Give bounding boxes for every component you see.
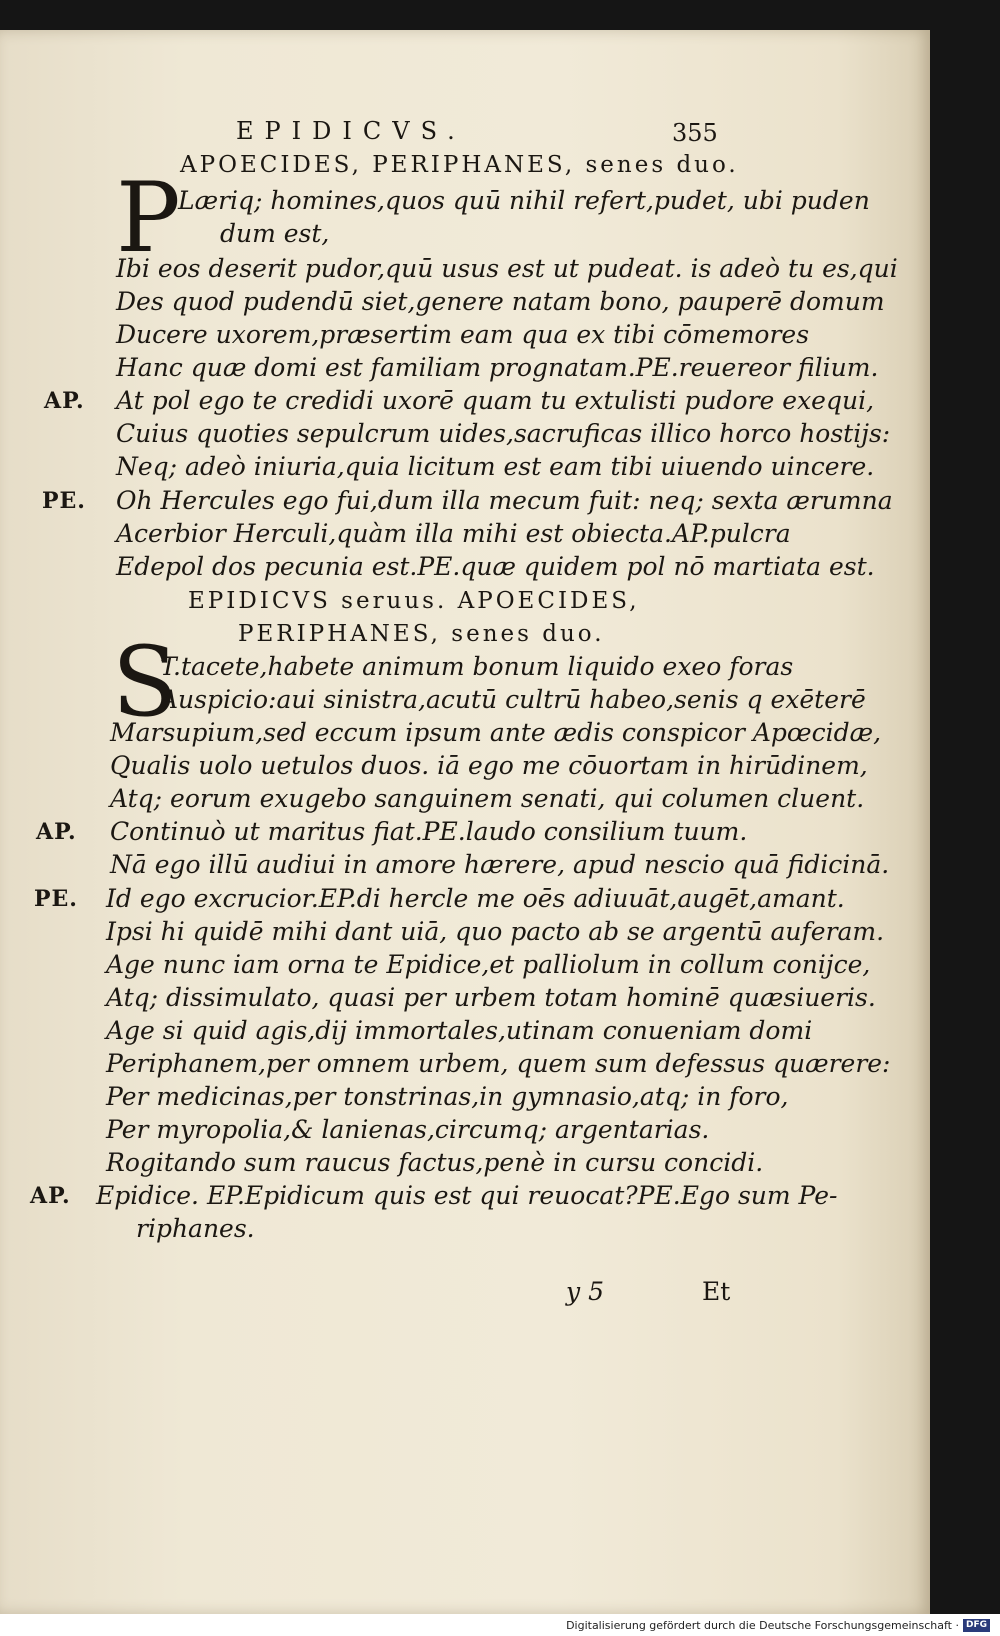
text-line: Des quod pudendū siet,genere natam bono, pauperē domum [116, 287, 885, 316]
text-line: Per myropolia,& lanienas,circumq; argentarias. [106, 1115, 710, 1144]
speaker-label: AP. [36, 819, 77, 845]
drop-cap: S [112, 626, 178, 738]
scene-heading: APOECIDES, PERIPHANES, senes duo. [180, 152, 739, 178]
text-line: Epidice. EP.Epidicum quis est qui reuocat?PE.Ego sum Pe- [96, 1181, 838, 1210]
text-line: riphanes. [136, 1214, 255, 1243]
speaker-label: PE. [34, 886, 78, 912]
speaker-label: PE. [42, 488, 86, 514]
scene-heading: EPIDICVS seruus. APOECIDES, [188, 588, 640, 614]
speaker-label: AP. [30, 1183, 71, 1209]
text-line: Periphanem,per omnem urbem, quem sum defessus quærere: [106, 1049, 891, 1078]
signature-mark: y 5 [566, 1277, 604, 1306]
page-number: 355 [672, 119, 718, 147]
credit-text: Digitalisierung gefördert durch die Deutsche Forschungsgemeinschaft · [566, 1619, 959, 1632]
text-line: T.tacete,habete animum bonum liquido exeo foras [160, 652, 794, 681]
text-line: Ipsi hi quidē mihi dant uiā, quo pacto ab se argentū auferam. [106, 917, 885, 946]
text-line: Læriq; homines,quos quū nihil refert,pudet, ubi puden [178, 186, 870, 215]
text-line: Atq; dissimulato, quasi per urbem totam hominē quæsiueris. [106, 983, 876, 1012]
text-line: Edepol dos pecunia est.PE.quæ quidem pol nō martiata est. [116, 552, 875, 581]
text-line: Continuò ut maritus fiat.PE.laudo consilium tuum. [110, 817, 748, 846]
running-title: EPIDICVS. [236, 117, 466, 145]
text-line: Neq; adeò iniuria,quia licitum est eam tibi uiuendo uincere. [116, 452, 875, 481]
text-line: At pol ego te credidi uxorē quam tu extulisti pudore exequi, [116, 386, 875, 415]
speaker-label: AP. [44, 388, 85, 414]
catchword: Et [702, 1277, 731, 1306]
text-line: Per medicinas,per tonstrinas,in gymnasio,atq; in foro, [106, 1082, 789, 1111]
text-line: Id ego excrucior.EP.di hercle me oēs adiuuāt,augēt,amant. [106, 884, 845, 913]
text-line: Atq; eorum exugebo sanguinem senati, qui columen cluent. [110, 784, 865, 813]
text-line: Acerbior Herculi,quàm illa mihi est obiecta.AP.pulcra [116, 519, 791, 548]
text-line: Nā ego illū audiui in amore hærere, apud nescio quā fidicinā. [110, 850, 890, 879]
text-line: Rogitando sum raucus factus,penè in cursu concidi. [106, 1148, 764, 1177]
dfg-logo-icon: DFG [963, 1619, 990, 1632]
text-line: Ibi eos deserit pudor,quū usus est ut pudeat. is adeò tu es,qui [116, 254, 898, 283]
text-line: Age si quid agis,dij immortales,utinam conueniam domi [106, 1016, 813, 1045]
digitization-credit [566, 1619, 990, 1632]
text-line: Qualis uolo uetulos duos. iā ego me cōuortam in hirūdinem, [110, 751, 868, 780]
text-line: Hanc quæ domi est familiam prognatam.PE.reuereor filium. [116, 353, 879, 382]
text-line: Oh Hercules ego fui,dum illa mecum fuit: neq; sexta ærumna [116, 486, 893, 515]
text-line: Marsupium,sed eccum ipsum ante ædis conspicor Apœcidæ, [110, 718, 882, 747]
scene-heading: PERIPHANES, senes duo. [238, 621, 605, 647]
text-line: Age nunc iam orna te Epidice,et palliolum in collum conijce, [106, 950, 871, 979]
text-line: Cuius quoties sepulcrum uides,sacruficas illico horco hostijs: [116, 419, 891, 448]
text-line: dum est, [220, 219, 330, 248]
text-line: Ducere uxorem,præsertim eam qua ex tibi cōmemores [116, 320, 810, 349]
text-line: Auspicio:aui sinistra,acutū cultrū habeo,senis q exēterē [160, 685, 866, 714]
drop-cap: P [116, 162, 181, 274]
